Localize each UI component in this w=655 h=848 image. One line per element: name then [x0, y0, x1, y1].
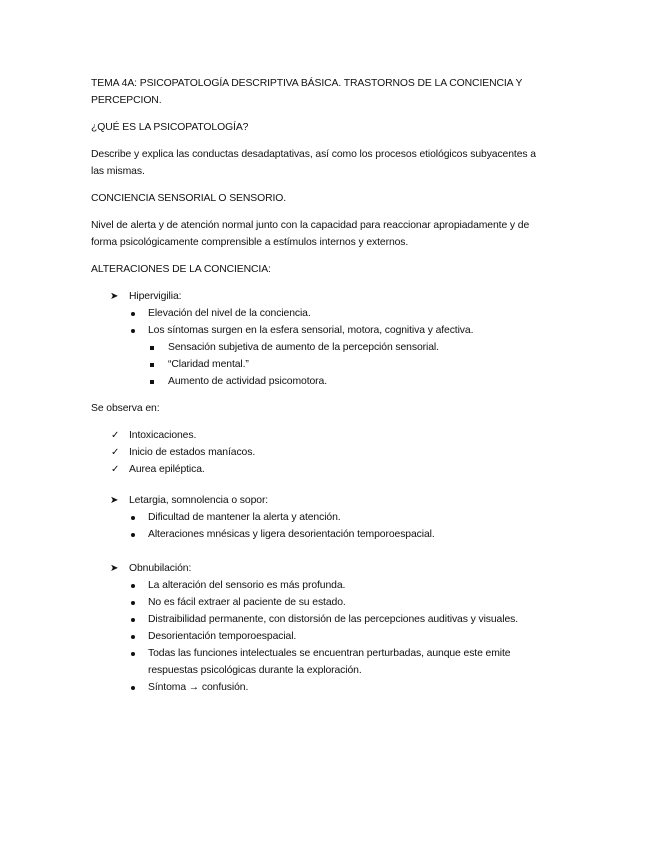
alterations-heading: ALTERACIONES DE LA CONCIENCIA: — [91, 264, 271, 275]
round-bullet-icon — [131, 686, 135, 690]
round-bullet-icon — [131, 312, 135, 316]
round-bullet-icon — [131, 533, 135, 537]
round-bullet-icon — [131, 329, 135, 333]
round-bullet-icon — [131, 652, 135, 656]
round-bullet-icon — [131, 618, 135, 622]
sub-list-item: “Claridad mental.” — [168, 359, 249, 370]
document-title: TEMA 4A: PSICOPATOLOGÍA DESCRIPTIVA BÁSICA. TRASTORNOS DE LA CONCIENCIA Y — [91, 78, 523, 89]
list-item: Distraibilidad permanente, con distorsión de las percepciones auditivas y visuales. — [148, 614, 519, 625]
definition-paragraph-cont: las mismas. — [91, 166, 145, 177]
question-heading: ¿QUÉ ES LA PSICOPATOLOGÍA? — [91, 122, 249, 133]
sensory-paragraph-cont: forma psicológicamente comprensible a estímulos internos y externos. — [91, 237, 409, 248]
round-bullet-icon — [131, 635, 135, 639]
round-bullet-icon — [131, 584, 135, 588]
square-bullet-icon — [150, 346, 154, 350]
check-item: Inicio de estados maníacos. — [129, 447, 256, 458]
checkmark-icon: ✓ — [111, 447, 120, 458]
round-bullet-icon — [131, 601, 135, 605]
letargia-label: Letargia, somnolencia o sopor: — [129, 495, 269, 506]
observed-in-label: Se observa en: — [91, 403, 160, 414]
arrow-bullet-icon: ➤ — [110, 291, 119, 302]
list-item: La alteración del sensorio es más profunda. — [148, 580, 346, 591]
list-item: Síntoma → confusión. — [148, 682, 249, 693]
list-item: Los síntomas surgen en la esfera sensorial, motora, cognitiva y afectiva. — [148, 325, 474, 336]
list-item: Dificultad de mantener la alerta y atención. — [148, 512, 341, 523]
definition-paragraph: Describe y explica las conductas desadaptativas, así como los procesos etiológicos subyacentes a — [91, 149, 536, 160]
checkmark-icon: ✓ — [111, 430, 120, 441]
square-bullet-icon — [150, 363, 154, 367]
list-item: Elevación del nivel de la conciencia. — [148, 308, 311, 319]
list-item-cont: respuestas psicológicas durante la exploración. — [148, 665, 362, 676]
arrow-bullet-icon: ➤ — [110, 563, 119, 574]
sub-list-item: Sensación subjetiva de aumento de la percepción sensorial. — [168, 342, 439, 353]
list-item: Todas las funciones intelectuales se encuentran perturbadas, aunque este emite — [148, 648, 511, 659]
sensory-heading: CONCIENCIA SENSORIAL O SENSORIO. — [91, 193, 287, 204]
check-item: Intoxicaciones. — [129, 430, 197, 441]
obnubilacion-label: Obnubilación: — [129, 563, 192, 574]
hipervigilia-label: Hipervigilia: — [129, 291, 182, 302]
sub-list-item: Aumento de actividad psicomotora. — [168, 376, 327, 387]
document-title-cont: PERCEPCION. — [91, 95, 162, 106]
checkmark-icon: ✓ — [111, 464, 120, 475]
sensory-paragraph: Nivel de alerta y de atención normal junto con la capacidad para reaccionar apropiadamente y de — [91, 220, 530, 231]
check-item: Aurea epiléptica. — [129, 464, 205, 475]
arrow-bullet-icon: ➤ — [110, 495, 119, 506]
round-bullet-icon — [131, 516, 135, 520]
list-item: Alteraciones mnésicas y ligera desorientación temporoespacial. — [148, 529, 435, 540]
list-item: Desorientación temporoespacial. — [148, 631, 297, 642]
list-item: No es fácil extraer al paciente de su estado. — [148, 597, 346, 608]
square-bullet-icon — [150, 380, 154, 384]
